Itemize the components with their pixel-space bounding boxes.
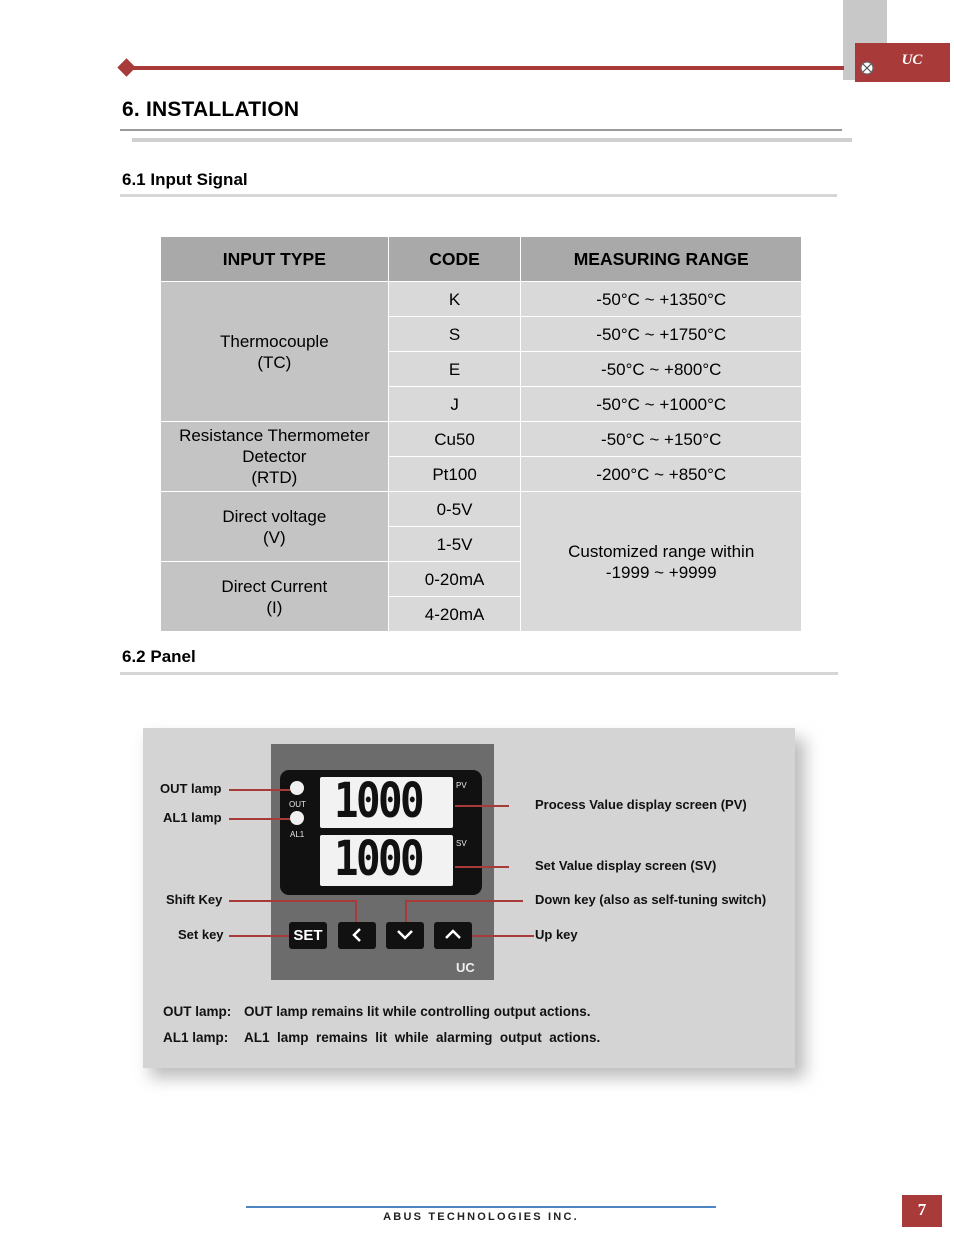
out-lamp-tag: OUT <box>289 800 306 809</box>
section-title: 6. INSTALLATION <box>122 98 300 121</box>
range-cell: -50°C ~ +1350°C <box>521 282 802 317</box>
label-out-lamp: OUT lamp <box>160 781 222 796</box>
header-diamond <box>117 58 135 76</box>
label-al1-lamp: AL1 lamp <box>163 810 222 825</box>
set-key[interactable]: SET <box>289 922 327 949</box>
shift-key[interactable] <box>338 922 376 949</box>
input-type-line: Resistance Thermometer <box>179 426 370 445</box>
leader-line <box>229 789 290 791</box>
header-brand: UC <box>901 52 923 68</box>
range-cell: -50°C ~ +800°C <box>521 352 802 387</box>
note-al1-term: AL1 lamp: <box>163 1030 229 1045</box>
al1-lamp <box>290 811 304 825</box>
input-type-line: Thermocouple <box>220 331 329 351</box>
code-cell: Cu50 <box>388 422 521 457</box>
code-cell: E <box>388 352 521 387</box>
chevron-left-icon <box>350 927 364 943</box>
input-type-cell <box>161 562 389 632</box>
label-set-key: Set key <box>178 927 224 942</box>
table-row <box>161 492 802 527</box>
leader-line <box>472 935 534 937</box>
pv-value: 1000 <box>334 773 423 829</box>
section-rule-shadow <box>132 138 852 142</box>
sv-value: 1000 <box>334 831 423 887</box>
input-type-line: Direct voltage <box>222 506 327 526</box>
range-cell: -50°C ~ +1750°C <box>521 317 802 352</box>
subsection-rule <box>120 194 837 197</box>
page-number: 7 <box>902 1195 942 1227</box>
range-cell: -200°C ~ +850°C <box>521 457 802 492</box>
code-cell: 0-20mA <box>388 562 521 597</box>
leader-line <box>405 900 407 922</box>
leader-line <box>455 805 509 807</box>
crosshair-icon <box>859 60 875 76</box>
footer-rule <box>246 1206 716 1208</box>
input-type-cell <box>161 282 389 422</box>
leader-line <box>405 900 523 902</box>
custom-range-cell <box>521 492 802 632</box>
input-type-line: (TC) <box>257 352 292 372</box>
input-type-line: (I) <box>266 597 283 617</box>
up-key[interactable] <box>434 922 472 949</box>
leader-line <box>355 900 357 922</box>
note-al1-text: AL1 lamp remains lit while alarming output actions. <box>244 1030 601 1045</box>
custom-range-line: Customized range within <box>568 541 755 561</box>
pv-display <box>320 773 453 829</box>
label-shift-key: Shift Key <box>166 892 223 907</box>
section-rule <box>120 129 842 131</box>
subsection-title-input-signal: 6.1 Input Signal <box>122 170 248 189</box>
note-out-term: OUT lamp: <box>163 1004 232 1019</box>
sv-display <box>320 831 453 887</box>
table-header: INPUT TYPE <box>161 237 389 282</box>
code-cell: 1-5V <box>388 527 521 562</box>
label-up-key: Up key <box>535 927 578 942</box>
footer-company: ABUS TECHNOLOGIES INC. <box>383 1211 579 1223</box>
subsection-rule <box>120 672 838 675</box>
leader-line <box>229 818 290 820</box>
table-header: MEASURING RANGE <box>521 237 802 282</box>
code-cell: Pt100 <box>388 457 521 492</box>
label-sv-screen: Set Value display screen (SV) <box>535 858 717 873</box>
sv-tag: SV <box>456 839 467 848</box>
header-rule <box>128 66 844 70</box>
input-type-cell <box>161 492 389 562</box>
pv-tag: PV <box>456 781 467 790</box>
device-brand: UC <box>456 960 475 975</box>
table-header: CODE <box>388 237 521 282</box>
input-type-line: Direct Current <box>221 576 328 596</box>
input-type-line: Detector <box>242 447 307 466</box>
code-cell: K <box>388 282 521 317</box>
leader-line <box>455 866 509 868</box>
input-type-line: (V) <box>263 527 286 547</box>
subsection-title-panel: 6.2 Panel <box>122 647 196 666</box>
leader-line <box>229 935 289 937</box>
chevron-up-icon <box>444 927 462 941</box>
code-cell: 4-20mA <box>388 597 521 632</box>
note-out-text: OUT lamp remains lit while controlling output actions. <box>244 1004 591 1019</box>
input-type-cell <box>161 422 389 492</box>
code-cell: J <box>388 387 521 422</box>
table-header-row <box>161 237 802 282</box>
label-pv-screen: Process Value display screen (PV) <box>535 797 747 812</box>
code-cell: 0-5V <box>388 492 521 527</box>
code-cell: S <box>388 317 521 352</box>
custom-range-line: -1999 ~ +9999 <box>605 562 717 582</box>
leader-line <box>229 900 355 902</box>
chevron-down-icon <box>396 927 414 941</box>
range-cell: -50°C ~ +1000°C <box>521 387 802 422</box>
table-row <box>161 422 802 457</box>
input-signal-table <box>160 236 802 632</box>
table-row <box>161 282 802 317</box>
input-type-line: (RTD) <box>251 468 298 487</box>
al1-lamp-tag: AL1 <box>290 830 305 839</box>
out-lamp <box>290 781 304 795</box>
range-cell: -50°C ~ +150°C <box>521 422 802 457</box>
down-key[interactable] <box>386 922 424 949</box>
label-down-key: Down key (also as self-tuning switch) <box>535 892 767 907</box>
